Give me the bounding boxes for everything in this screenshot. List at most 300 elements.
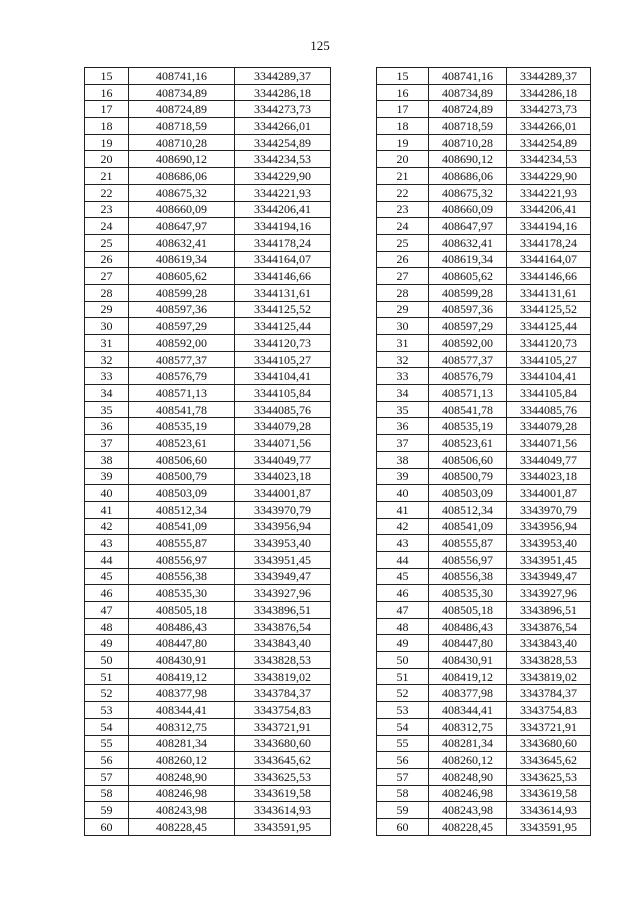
x-coordinate-cell: 408430,91 bbox=[429, 652, 507, 669]
y-coordinate-cell: 3343970,79 bbox=[507, 501, 591, 518]
y-coordinate-cell: 3343828,53 bbox=[507, 652, 591, 669]
x-coordinate-cell: 408597,29 bbox=[129, 318, 235, 335]
table-row bbox=[85, 818, 331, 835]
y-coordinate-cell: 3344206,41 bbox=[507, 201, 591, 218]
table-row bbox=[85, 602, 331, 619]
y-coordinate-cell: 3344178,24 bbox=[507, 234, 591, 251]
x-coordinate-cell: 408592,00 bbox=[429, 335, 507, 352]
point-number-cell: 35 bbox=[85, 401, 129, 418]
table-row bbox=[377, 785, 591, 802]
table-row bbox=[377, 685, 591, 702]
table-row bbox=[85, 268, 331, 285]
x-coordinate-cell: 408592,00 bbox=[129, 335, 235, 352]
y-coordinate-cell: 3343828,53 bbox=[235, 652, 331, 669]
x-coordinate-cell: 408597,36 bbox=[429, 301, 507, 318]
point-number-cell: 52 bbox=[377, 685, 429, 702]
coordinates-table-left bbox=[84, 67, 331, 836]
table-row bbox=[377, 802, 591, 819]
x-coordinate-cell: 408597,29 bbox=[429, 318, 507, 335]
point-number-cell: 40 bbox=[377, 485, 429, 502]
table-row bbox=[85, 118, 331, 135]
table-row bbox=[377, 435, 591, 452]
table-row bbox=[85, 585, 331, 602]
y-coordinate-cell: 3344194,16 bbox=[507, 218, 591, 235]
table-row bbox=[85, 234, 331, 251]
y-coordinate-cell: 3344125,44 bbox=[235, 318, 331, 335]
x-coordinate-cell: 408430,91 bbox=[129, 652, 235, 669]
table-row bbox=[377, 702, 591, 719]
x-coordinate-cell: 408248,90 bbox=[129, 768, 235, 785]
table-row bbox=[85, 618, 331, 635]
point-number-cell: 57 bbox=[85, 768, 129, 785]
table-row bbox=[85, 785, 331, 802]
x-coordinate-cell: 408535,30 bbox=[429, 585, 507, 602]
x-coordinate-cell: 408500,79 bbox=[129, 468, 235, 485]
x-coordinate-cell: 408248,90 bbox=[429, 768, 507, 785]
table-row bbox=[85, 318, 331, 335]
table-row bbox=[377, 468, 591, 485]
x-coordinate-cell: 408599,28 bbox=[129, 284, 235, 301]
y-coordinate-cell: 3343619,58 bbox=[507, 785, 591, 802]
table-row bbox=[85, 768, 331, 785]
x-coordinate-cell: 408686,06 bbox=[429, 168, 507, 185]
x-coordinate-cell: 408377,98 bbox=[429, 685, 507, 702]
y-coordinate-cell: 3344273,73 bbox=[507, 101, 591, 118]
x-coordinate-cell: 408734,89 bbox=[129, 84, 235, 101]
point-number-cell: 46 bbox=[377, 585, 429, 602]
x-coordinate-cell: 408486,43 bbox=[129, 618, 235, 635]
point-number-cell: 41 bbox=[377, 501, 429, 518]
y-coordinate-cell: 3343784,37 bbox=[507, 685, 591, 702]
y-coordinate-cell: 3343953,40 bbox=[235, 535, 331, 552]
x-coordinate-cell: 408660,09 bbox=[129, 201, 235, 218]
page-number: 125 bbox=[310, 38, 330, 53]
y-coordinate-cell: 3343625,53 bbox=[235, 768, 331, 785]
table-row bbox=[377, 485, 591, 502]
table-row bbox=[377, 268, 591, 285]
x-coordinate-cell: 408576,79 bbox=[429, 368, 507, 385]
point-number-cell: 15 bbox=[85, 68, 129, 85]
point-number-cell: 58 bbox=[377, 785, 429, 802]
x-coordinate-cell: 408632,41 bbox=[129, 234, 235, 251]
point-number-cell: 20 bbox=[85, 151, 129, 168]
point-number-cell: 34 bbox=[377, 385, 429, 402]
point-number-cell: 60 bbox=[85, 818, 129, 835]
y-coordinate-cell: 3344023,18 bbox=[235, 468, 331, 485]
y-coordinate-cell: 3344194,16 bbox=[235, 218, 331, 235]
y-coordinate-cell: 3344164,07 bbox=[235, 251, 331, 268]
table-row bbox=[85, 718, 331, 735]
y-coordinate-cell: 3343896,51 bbox=[507, 602, 591, 619]
y-coordinate-cell: 3343896,51 bbox=[235, 602, 331, 619]
y-coordinate-cell: 3343953,40 bbox=[507, 535, 591, 552]
x-coordinate-cell: 408541,09 bbox=[429, 518, 507, 535]
point-number-cell: 25 bbox=[85, 234, 129, 251]
x-coordinate-cell: 408619,34 bbox=[129, 251, 235, 268]
y-coordinate-cell: 3344104,41 bbox=[507, 368, 591, 385]
x-coordinate-cell: 408597,36 bbox=[129, 301, 235, 318]
point-number-cell: 42 bbox=[85, 518, 129, 535]
x-coordinate-cell: 408675,32 bbox=[129, 184, 235, 201]
x-coordinate-cell: 408660,09 bbox=[429, 201, 507, 218]
point-number-cell: 36 bbox=[377, 418, 429, 435]
point-number-cell: 53 bbox=[85, 702, 129, 719]
point-number-cell: 29 bbox=[85, 301, 129, 318]
point-number-cell: 27 bbox=[377, 268, 429, 285]
point-number-cell: 44 bbox=[85, 551, 129, 568]
point-number-cell: 32 bbox=[377, 351, 429, 368]
y-coordinate-cell: 3344049,77 bbox=[235, 451, 331, 468]
table-row bbox=[85, 435, 331, 452]
point-number-cell: 16 bbox=[85, 84, 129, 101]
table-row bbox=[377, 101, 591, 118]
y-coordinate-cell: 3344071,56 bbox=[507, 435, 591, 452]
y-coordinate-cell: 3343843,40 bbox=[507, 635, 591, 652]
table-row bbox=[85, 535, 331, 552]
x-coordinate-cell: 408571,13 bbox=[129, 385, 235, 402]
x-coordinate-cell: 408741,16 bbox=[429, 68, 507, 85]
x-coordinate-cell: 408647,97 bbox=[129, 218, 235, 235]
x-coordinate-cell: 408512,34 bbox=[429, 501, 507, 518]
point-number-cell: 41 bbox=[85, 501, 129, 518]
table-row bbox=[377, 335, 591, 352]
y-coordinate-cell: 3344049,77 bbox=[507, 451, 591, 468]
point-number-cell: 54 bbox=[377, 718, 429, 735]
table-row bbox=[377, 118, 591, 135]
x-coordinate-cell: 408447,80 bbox=[429, 635, 507, 652]
x-coordinate-cell: 408718,59 bbox=[429, 118, 507, 135]
point-number-cell: 38 bbox=[377, 451, 429, 468]
point-number-cell: 20 bbox=[377, 151, 429, 168]
table-row bbox=[85, 702, 331, 719]
y-coordinate-cell: 3343970,79 bbox=[235, 501, 331, 518]
table-row bbox=[85, 168, 331, 185]
y-coordinate-cell: 3344286,18 bbox=[235, 84, 331, 101]
point-number-cell: 26 bbox=[85, 251, 129, 268]
x-coordinate-cell: 408246,98 bbox=[429, 785, 507, 802]
y-coordinate-cell: 3344221,93 bbox=[235, 184, 331, 201]
point-number-cell: 38 bbox=[85, 451, 129, 468]
y-coordinate-cell: 3344104,41 bbox=[235, 368, 331, 385]
point-number-cell: 59 bbox=[85, 802, 129, 819]
coordinates-table-right-body bbox=[377, 68, 591, 836]
y-coordinate-cell: 3344146,66 bbox=[235, 268, 331, 285]
point-number-cell: 49 bbox=[85, 635, 129, 652]
point-number-cell: 31 bbox=[377, 335, 429, 352]
point-number-cell: 31 bbox=[85, 335, 129, 352]
y-coordinate-cell: 3343591,95 bbox=[507, 818, 591, 835]
point-number-cell: 30 bbox=[377, 318, 429, 335]
x-coordinate-cell: 408577,37 bbox=[129, 351, 235, 368]
table-row bbox=[377, 168, 591, 185]
point-number-cell: 52 bbox=[85, 685, 129, 702]
y-coordinate-cell: 3344286,18 bbox=[507, 84, 591, 101]
y-coordinate-cell: 3343951,45 bbox=[235, 551, 331, 568]
y-coordinate-cell: 3343956,94 bbox=[235, 518, 331, 535]
y-coordinate-cell: 3343754,83 bbox=[507, 702, 591, 719]
y-coordinate-cell: 3343614,93 bbox=[235, 802, 331, 819]
point-number-cell: 56 bbox=[85, 752, 129, 769]
table-row bbox=[85, 385, 331, 402]
x-coordinate-cell: 408632,41 bbox=[429, 234, 507, 251]
table-row bbox=[85, 68, 331, 85]
point-number-cell: 26 bbox=[377, 251, 429, 268]
table-row bbox=[377, 201, 591, 218]
table-row bbox=[85, 468, 331, 485]
table-row bbox=[377, 818, 591, 835]
table-row bbox=[377, 84, 591, 101]
x-coordinate-cell: 408503,09 bbox=[129, 485, 235, 502]
x-coordinate-cell: 408556,38 bbox=[429, 568, 507, 585]
x-coordinate-cell: 408577,37 bbox=[429, 351, 507, 368]
x-coordinate-cell: 408419,12 bbox=[129, 668, 235, 685]
point-number-cell: 24 bbox=[85, 218, 129, 235]
x-coordinate-cell: 408647,97 bbox=[429, 218, 507, 235]
y-coordinate-cell: 3343843,40 bbox=[235, 635, 331, 652]
x-coordinate-cell: 408312,75 bbox=[129, 718, 235, 735]
y-coordinate-cell: 3344131,61 bbox=[235, 284, 331, 301]
x-coordinate-cell: 408281,34 bbox=[129, 735, 235, 752]
y-coordinate-cell: 3344105,27 bbox=[507, 351, 591, 368]
table-row bbox=[377, 451, 591, 468]
table-row bbox=[377, 635, 591, 652]
x-coordinate-cell: 408486,43 bbox=[429, 618, 507, 635]
table-row bbox=[377, 301, 591, 318]
table-row bbox=[85, 401, 331, 418]
table-row bbox=[377, 585, 591, 602]
x-coordinate-cell: 408243,98 bbox=[429, 802, 507, 819]
x-coordinate-cell: 408377,98 bbox=[129, 685, 235, 702]
table-row bbox=[85, 218, 331, 235]
x-coordinate-cell: 408576,79 bbox=[129, 368, 235, 385]
table-row bbox=[85, 652, 331, 669]
y-coordinate-cell: 3343784,37 bbox=[235, 685, 331, 702]
table-row bbox=[85, 451, 331, 468]
x-coordinate-cell: 408260,12 bbox=[129, 752, 235, 769]
x-coordinate-cell: 408535,30 bbox=[129, 585, 235, 602]
y-coordinate-cell: 3343721,91 bbox=[235, 718, 331, 735]
point-number-cell: 19 bbox=[377, 134, 429, 151]
point-number-cell: 34 bbox=[85, 385, 129, 402]
x-coordinate-cell: 408281,34 bbox=[429, 735, 507, 752]
y-coordinate-cell: 3344234,53 bbox=[235, 151, 331, 168]
x-coordinate-cell: 408447,80 bbox=[129, 635, 235, 652]
y-coordinate-cell: 3344266,01 bbox=[507, 118, 591, 135]
table-row bbox=[85, 501, 331, 518]
point-number-cell: 27 bbox=[85, 268, 129, 285]
table-row bbox=[377, 668, 591, 685]
point-number-cell: 39 bbox=[377, 468, 429, 485]
point-number-cell: 47 bbox=[377, 602, 429, 619]
table-row bbox=[377, 134, 591, 151]
y-coordinate-cell: 3344105,27 bbox=[235, 351, 331, 368]
x-coordinate-cell: 408690,12 bbox=[129, 151, 235, 168]
y-coordinate-cell: 3344125,52 bbox=[507, 301, 591, 318]
table-row bbox=[377, 385, 591, 402]
y-coordinate-cell: 3343951,45 bbox=[507, 551, 591, 568]
x-coordinate-cell: 408535,19 bbox=[429, 418, 507, 435]
y-coordinate-cell: 3344079,28 bbox=[507, 418, 591, 435]
x-coordinate-cell: 408246,98 bbox=[129, 785, 235, 802]
y-coordinate-cell: 3344085,76 bbox=[235, 401, 331, 418]
table-row bbox=[85, 335, 331, 352]
x-coordinate-cell: 408605,62 bbox=[429, 268, 507, 285]
y-coordinate-cell: 3344146,66 bbox=[507, 268, 591, 285]
point-number-cell: 42 bbox=[377, 518, 429, 535]
x-coordinate-cell: 408260,12 bbox=[429, 752, 507, 769]
point-number-cell: 33 bbox=[85, 368, 129, 385]
table-row bbox=[85, 368, 331, 385]
point-number-cell: 23 bbox=[377, 201, 429, 218]
x-coordinate-cell: 408344,41 bbox=[129, 702, 235, 719]
table-row bbox=[377, 351, 591, 368]
point-number-cell: 55 bbox=[377, 735, 429, 752]
table-row bbox=[377, 568, 591, 585]
y-coordinate-cell: 3344001,87 bbox=[507, 485, 591, 502]
point-number-cell: 35 bbox=[377, 401, 429, 418]
table-row bbox=[85, 101, 331, 118]
y-coordinate-cell: 3344229,90 bbox=[507, 168, 591, 185]
table-row bbox=[85, 251, 331, 268]
y-coordinate-cell: 3344206,41 bbox=[235, 201, 331, 218]
coordinates-table-right bbox=[376, 67, 591, 836]
x-coordinate-cell: 408228,45 bbox=[429, 818, 507, 835]
point-number-cell: 18 bbox=[377, 118, 429, 135]
x-coordinate-cell: 408506,60 bbox=[429, 451, 507, 468]
x-coordinate-cell: 408734,89 bbox=[429, 84, 507, 101]
point-number-cell: 59 bbox=[377, 802, 429, 819]
table-row bbox=[377, 284, 591, 301]
point-number-cell: 17 bbox=[377, 101, 429, 118]
y-coordinate-cell: 3344105,84 bbox=[235, 385, 331, 402]
x-coordinate-cell: 408505,18 bbox=[429, 602, 507, 619]
x-coordinate-cell: 408571,13 bbox=[429, 385, 507, 402]
y-coordinate-cell: 3343645,62 bbox=[235, 752, 331, 769]
y-coordinate-cell: 3344164,07 bbox=[507, 251, 591, 268]
point-number-cell: 50 bbox=[377, 652, 429, 669]
coordinates-table-left-body bbox=[85, 68, 331, 836]
table-row bbox=[85, 518, 331, 535]
table-row bbox=[85, 551, 331, 568]
point-number-cell: 40 bbox=[85, 485, 129, 502]
x-coordinate-cell: 408523,61 bbox=[429, 435, 507, 452]
table-row bbox=[85, 668, 331, 685]
table-row bbox=[85, 635, 331, 652]
point-number-cell: 48 bbox=[377, 618, 429, 635]
x-coordinate-cell: 408710,28 bbox=[429, 134, 507, 151]
point-number-cell: 28 bbox=[377, 284, 429, 301]
y-coordinate-cell: 3343819,02 bbox=[235, 668, 331, 685]
x-coordinate-cell: 408619,34 bbox=[429, 251, 507, 268]
y-coordinate-cell: 3343819,02 bbox=[507, 668, 591, 685]
point-number-cell: 53 bbox=[377, 702, 429, 719]
x-coordinate-cell: 408675,32 bbox=[429, 184, 507, 201]
point-number-cell: 37 bbox=[85, 435, 129, 452]
y-coordinate-cell: 3344221,93 bbox=[507, 184, 591, 201]
y-coordinate-cell: 3343680,60 bbox=[235, 735, 331, 752]
x-coordinate-cell: 408724,89 bbox=[129, 101, 235, 118]
y-coordinate-cell: 3344289,37 bbox=[235, 68, 331, 85]
point-number-cell: 45 bbox=[377, 568, 429, 585]
y-coordinate-cell: 3344085,76 bbox=[507, 401, 591, 418]
table-row bbox=[85, 301, 331, 318]
table-row bbox=[85, 151, 331, 168]
table-row bbox=[85, 685, 331, 702]
x-coordinate-cell: 408506,60 bbox=[129, 451, 235, 468]
point-number-cell: 57 bbox=[377, 768, 429, 785]
point-number-cell: 55 bbox=[85, 735, 129, 752]
y-coordinate-cell: 3344079,28 bbox=[235, 418, 331, 435]
point-number-cell: 19 bbox=[85, 134, 129, 151]
y-coordinate-cell: 3344266,01 bbox=[235, 118, 331, 135]
point-number-cell: 44 bbox=[377, 551, 429, 568]
table-row bbox=[377, 368, 591, 385]
x-coordinate-cell: 408344,41 bbox=[429, 702, 507, 719]
y-coordinate-cell: 3344273,73 bbox=[235, 101, 331, 118]
point-number-cell: 29 bbox=[377, 301, 429, 318]
point-number-cell: 21 bbox=[377, 168, 429, 185]
table-row bbox=[85, 201, 331, 218]
point-number-cell: 16 bbox=[377, 84, 429, 101]
x-coordinate-cell: 408556,38 bbox=[129, 568, 235, 585]
point-number-cell: 23 bbox=[85, 201, 129, 218]
point-number-cell: 47 bbox=[85, 602, 129, 619]
point-number-cell: 25 bbox=[377, 234, 429, 251]
table-row bbox=[85, 134, 331, 151]
y-coordinate-cell: 3343754,83 bbox=[235, 702, 331, 719]
table-row bbox=[377, 501, 591, 518]
x-coordinate-cell: 408312,75 bbox=[429, 718, 507, 735]
point-number-cell: 56 bbox=[377, 752, 429, 769]
point-number-cell: 60 bbox=[377, 818, 429, 835]
y-coordinate-cell: 3344023,18 bbox=[507, 468, 591, 485]
table-row bbox=[377, 735, 591, 752]
table-row bbox=[377, 251, 591, 268]
x-coordinate-cell: 408556,97 bbox=[129, 551, 235, 568]
point-number-cell: 43 bbox=[377, 535, 429, 552]
table-row bbox=[377, 151, 591, 168]
x-coordinate-cell: 408556,97 bbox=[429, 551, 507, 568]
point-number-cell: 24 bbox=[377, 218, 429, 235]
x-coordinate-cell: 408605,62 bbox=[129, 268, 235, 285]
point-number-cell: 36 bbox=[85, 418, 129, 435]
point-number-cell: 33 bbox=[377, 368, 429, 385]
y-coordinate-cell: 3344289,37 bbox=[507, 68, 591, 85]
x-coordinate-cell: 408690,12 bbox=[429, 151, 507, 168]
point-number-cell: 21 bbox=[85, 168, 129, 185]
point-number-cell: 49 bbox=[377, 635, 429, 652]
table-row bbox=[85, 84, 331, 101]
y-coordinate-cell: 3343680,60 bbox=[507, 735, 591, 752]
table-row bbox=[377, 184, 591, 201]
table-row bbox=[377, 418, 591, 435]
x-coordinate-cell: 408500,79 bbox=[429, 468, 507, 485]
point-number-cell: 28 bbox=[85, 284, 129, 301]
table-row bbox=[377, 318, 591, 335]
point-number-cell: 15 bbox=[377, 68, 429, 85]
table-row bbox=[85, 802, 331, 819]
x-coordinate-cell: 408523,61 bbox=[129, 435, 235, 452]
point-number-cell: 58 bbox=[85, 785, 129, 802]
point-number-cell: 51 bbox=[85, 668, 129, 685]
y-coordinate-cell: 3343721,91 bbox=[507, 718, 591, 735]
point-number-cell: 18 bbox=[85, 118, 129, 135]
table-row bbox=[377, 718, 591, 735]
point-number-cell: 43 bbox=[85, 535, 129, 552]
y-coordinate-cell: 3343591,95 bbox=[235, 818, 331, 835]
table-row bbox=[377, 218, 591, 235]
point-number-cell: 50 bbox=[85, 652, 129, 669]
